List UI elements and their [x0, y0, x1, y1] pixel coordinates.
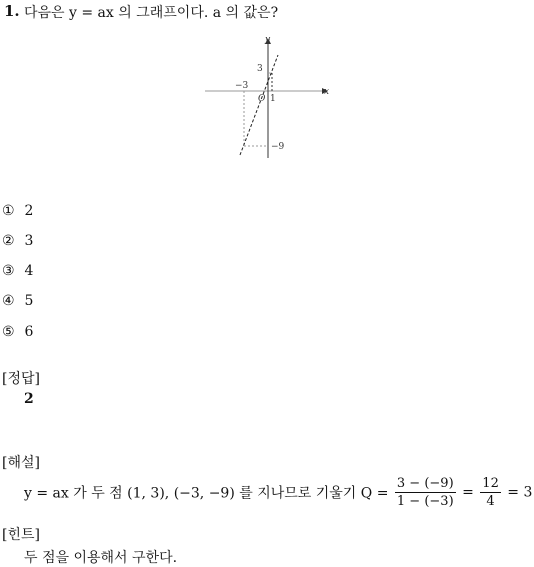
choice-value: 2 — [24, 203, 34, 219]
explanation-result: = 3 — [507, 484, 533, 501]
fraction-slope — [395, 476, 456, 509]
graph — [0, 0, 534, 180]
hint-text: 두 점을 이용해서 구한다. — [24, 550, 178, 566]
question-number: 1. — [4, 2, 20, 20]
choice-marker: ④ — [2, 293, 15, 309]
explanation-text: y = ax 가 두 점 (1, 3), (−3, −9) 를 지나므로 기울기 Q = — [24, 485, 389, 502]
explanation-body — [24, 476, 532, 509]
choice-3[interactable] — [2, 263, 33, 279]
fraction-denominator: 4 — [486, 494, 495, 509]
answer-header: [정답] — [2, 371, 40, 387]
choice-marker: ⑤ — [2, 324, 15, 340]
choice-value: 6 — [24, 324, 34, 340]
choice-marker: ① — [2, 203, 15, 219]
question-text: 다음은 y = ax 의 그래프이다. a 의 값은? — [24, 5, 279, 21]
y-axis-label: y — [265, 35, 271, 45]
origin-label: O — [258, 94, 266, 104]
choice-value: 5 — [24, 293, 34, 309]
fraction-numerator: 12 — [482, 476, 499, 491]
choice-value: 3 — [24, 233, 34, 249]
choice-2[interactable] — [2, 233, 33, 249]
choice-marker: ② — [2, 233, 15, 249]
choice-1[interactable] — [2, 203, 33, 219]
explanation-header: [해설] — [2, 455, 40, 471]
answer-value: 2 — [24, 391, 34, 407]
fraction-denominator: 1 − (−3) — [396, 494, 454, 509]
choice-marker: ③ — [2, 263, 15, 279]
tick-y-neg-label: −9 — [271, 142, 285, 152]
fraction-numerator: 3 − (−9) — [396, 476, 454, 491]
tick-x-neg-label: −3 — [235, 81, 249, 91]
equals-sign: = — [462, 484, 474, 501]
fraction-simplified — [480, 476, 501, 509]
x-axis-label: x — [324, 87, 330, 97]
choice-value: 4 — [24, 263, 34, 279]
choice-5[interactable] — [2, 324, 33, 340]
hint-header: [힌트] — [2, 527, 40, 543]
choice-4[interactable] — [2, 293, 33, 309]
tick-x-pos-label: 1 — [270, 94, 276, 104]
tick-y-pos-label: 3 — [257, 64, 263, 74]
